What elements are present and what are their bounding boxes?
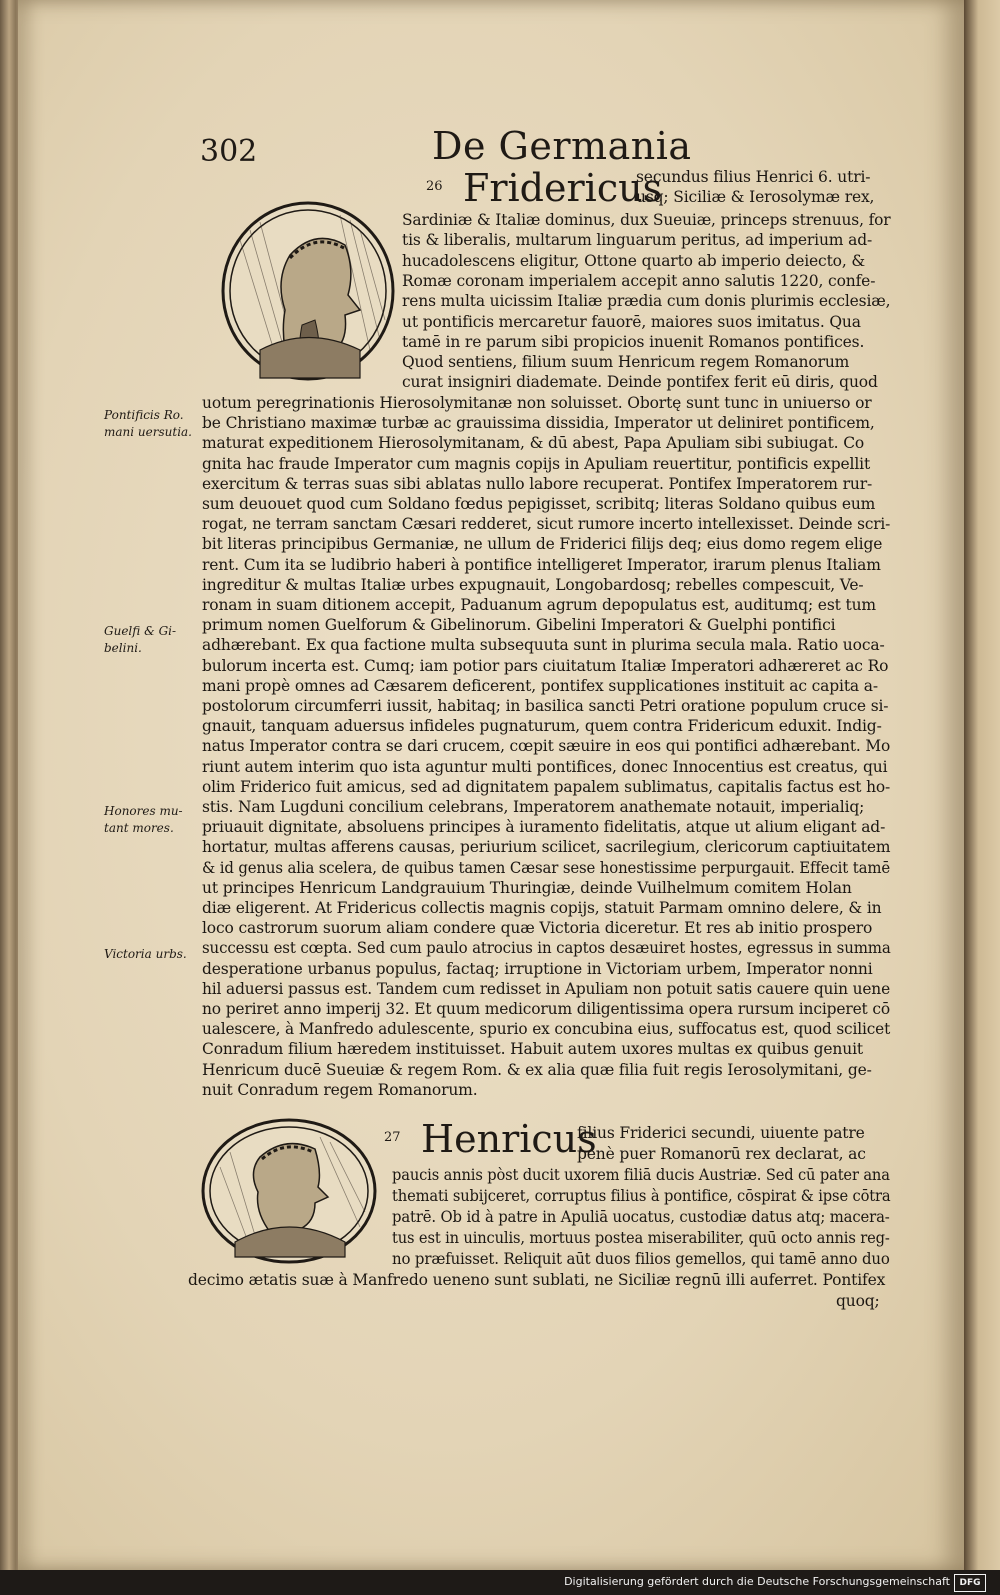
text-line: ut pontificis mercaretur fauorē, maiores suos imitatus. Qua [402,312,861,331]
text-line: diæ eligerent. At Fridericus collectis magnis copijs, statuit Parmam omnino delere, & in [202,899,882,917]
margin-note: Guelfi & Gi- belini. [104,624,177,655]
margin-note: Pontificis Ro. mani uersutia. [104,408,192,439]
entry-number-27: 27 [384,1130,401,1145]
text-line: hil aduersi passus est. Tandem cum redisset in Apuliam non potuit satis cauere quin uene [202,979,891,998]
text-line: sum deuouet quod cum Soldano fœdus pepigisset, scribitq; literas Soldano quibus eum [202,495,876,513]
text-line: rens multa uicissim Italiæ prædia cum donis plurimis ecclesiæ, [402,292,891,311]
text-line: no periret anno imperij 32. Et quum medicorum diligentissima opera rursum inciperet cō [202,1000,891,1018]
text-line: decimo ætatis suæ à Manfredo ueneno sunt sublati, ne Siciliæ regnū illi auferret. Pontifex [188,1271,886,1289]
entry-name-fridericus: Fridericus [463,166,663,210]
margin-note: Honores mu- tant mores. [104,804,183,835]
text-line: hortatur, multas afferens causas, periurium scilicet, sacrilegium, clericorum captiuitatem [202,838,891,857]
text-line: rent. Cum ita se ludibrio haberi à pontifice intelligeret Imperator, irarum plenus Italiam [202,555,881,574]
text-line: ingreditur & multas Italiæ urbes expugnauit, Longobardosq; rebelles compescuit, Ve- [202,575,864,594]
text-line: priuauit dignitate, absoluens principes à iuramento fidelitatis, atque ut alium eligant ad- [202,818,886,837]
text-line: tus est in uinculis, mortuus postea miserabiliter, quū octo annis reg- [392,1229,890,1247]
text-line: successu est cœpta. Sed cum paulo atrocius in captos desæuiret hostes, egressus in summa [202,939,891,958]
text-line: ualescere, à Manfredo adulescente, spurio ex concubina eius, suffocatus est, quod scilicet [202,1020,891,1039]
text-line: ut principes Henricum Landgrauium Thuringiæ, deinde Vuilhelmum comitem Holan [202,878,852,897]
text-line: stis. Nam Lugduni concilium celebrans, Imperatorem anathemate notauit, imperialiq; [202,798,865,816]
text-line: Conradum filium hæredem instituisset. Habuit autem uxores multas ex quibus genuit [202,1040,863,1059]
text-line: Sardiniæ & Italiæ dominus, dux Sueuiæ, princeps strenuus, for [402,211,891,229]
text-line: natus Imperator contra se dari crucem, cœpit sæuire in eos qui pontifici adhærebant. Mo [202,737,891,756]
margin-note: Victoria urbs. [104,947,187,961]
text-line: tamē in re parum sibi propicios inuenit Romanos pontifices. [402,332,865,351]
footer-credit: Digitalisierung gefördert durch die Deutsche Forschungsgemeinschaft [564,1575,950,1588]
text-line: themati subijceret, corruptus filius à pontifice, cōspirat & ipse cōtra [392,1187,891,1205]
text-line: postolorum circumferri iussit, habitaq; in basilica sancti Petri oratione populum cruce si- [202,697,889,715]
portrait-henricus [200,1117,378,1265]
text-line: rogat, ne terram sanctam Cæsari redderet, sicut rumore incerto intellexisset. Deinde scri- [202,515,891,534]
text-line: exercitum & terras suas sibi ablatas nullo labore recuperat. Pontifex Imperatorem rur- [202,474,873,493]
text-line: bulorum incerta est. Cumq; iam potior pars ciuitatum Italiæ Imperatori adhæreret ac Ro [202,656,889,675]
facing-page-edge [964,0,1000,1570]
text-line: usq; Siciliæ & Ierosolymæ rex, [636,188,875,206]
text-line: & id genus alia scelera, de quibus tamen Cæsar sese honestissime perpurgauit. Effecit tamē [202,858,891,877]
running-title: De Germania [432,124,692,168]
text-line: loco castrorum suorum aliam condere quæ Victoria diceretur. Et res ab initio prospero [202,919,873,938]
text-line: Quod sentiens, filium suum Henricum regem Romanorum [402,353,850,372]
text-line: curat insigniri diademate. Deinde pontifex ferit eū diris, quod [402,373,878,392]
text-line: paucis annis pòst ducit uxorem filiā ducis Austriæ. Sed cū pater ana [392,1166,890,1184]
text-line: ronam in suam ditionem accepit, Paduanum agrum depopulatus est, auditumq; est tum [202,596,876,614]
dfg-logo: DFG [954,1574,986,1592]
text-line: gnauit, tanquam aduersus infideles pugnaturum, quem contra Fridericum eduxit. Indig- [202,717,882,736]
text-line: tis & liberalis, multarum linguarum peritus, ad imperium ad- [402,231,873,250]
text-line: gnita hac fraude Imperator cum magnis copijs in Apuliam reuertitur, pontificis expellit [202,454,871,473]
text-line: quoq; [836,1292,880,1310]
entry-name-henricus: Henricus [421,1117,597,1161]
text-line: bit literas principibus Germaniæ, ne ullum de Friderici filijs deq; eius domo regem elige [202,535,883,554]
text-line: primum nomen Guelforum & Gibelinorum. Gibelini Imperatori & Guelphi pontifici [202,616,836,635]
text-line: filius Friderici secundi, uiuente patre [577,1124,865,1142]
text-line: Henricum ducē Sueuiæ & regem Rom. & ex alia quæ filia fuit regis Ierosolymitani, ge- [202,1060,872,1079]
portrait-fridericus [220,200,396,382]
text-line: be Christiano maximæ turbæ ac grauissima dissidia, Imperator ut deliniret pontificem, [202,414,875,433]
text-line: desperatione urbanus populus, factaq; irruptione in Victoriam urbem, Imperator nonni [202,959,873,978]
text-line: Romæ coronam imperialem accepit anno salutis 1220, confe- [402,271,876,290]
text-line: hucadolescens eligitur, Ottone quarto ab imperio deiecto, & [402,251,866,270]
text-line: mani propè omnes ad Cæsarem deficerent, pontifex supplicationes instituit ac capita a- [202,676,878,695]
text-line: no præfuisset. Reliquit aūt duos filios gemellos, qui tamē anno duo [392,1250,890,1268]
text-line: penè puer Romanorū rex declarat, ac [577,1145,866,1163]
text-line: uotum peregrinationis Hierosolymitanæ non soluisset. Obortę sunt tunc in uniuerso or [202,394,872,412]
text-line: patrē. Ob id à patre in Apuliā uocatus, custodiæ datus atq; macera- [392,1208,890,1226]
text-line: secundus filius Henrici 6. utri- [636,168,871,186]
text-line: olim Friderico fuit amicus, sed ad dignitatem papalem sublimatus, capitalis factus est ho- [202,777,891,796]
text-line: maturat expeditionem Hierosolymitanam, & dū abest, Papa Apuliam sibi subiugat. Co [202,434,865,453]
text-line: adhærebant. Ex qua factione multa subsequuta sunt in plurima secula mala. Ratio uoca- [202,636,885,655]
text-line: riunt autem interim quo ista aguntur multi pontifices, donec Innocentius est creatus, qui [202,757,888,776]
entry-number-26: 26 [426,179,443,194]
text-line: nuit Conradum regem Romanorum. [202,1080,478,1099]
page-number: 302 [200,134,258,169]
